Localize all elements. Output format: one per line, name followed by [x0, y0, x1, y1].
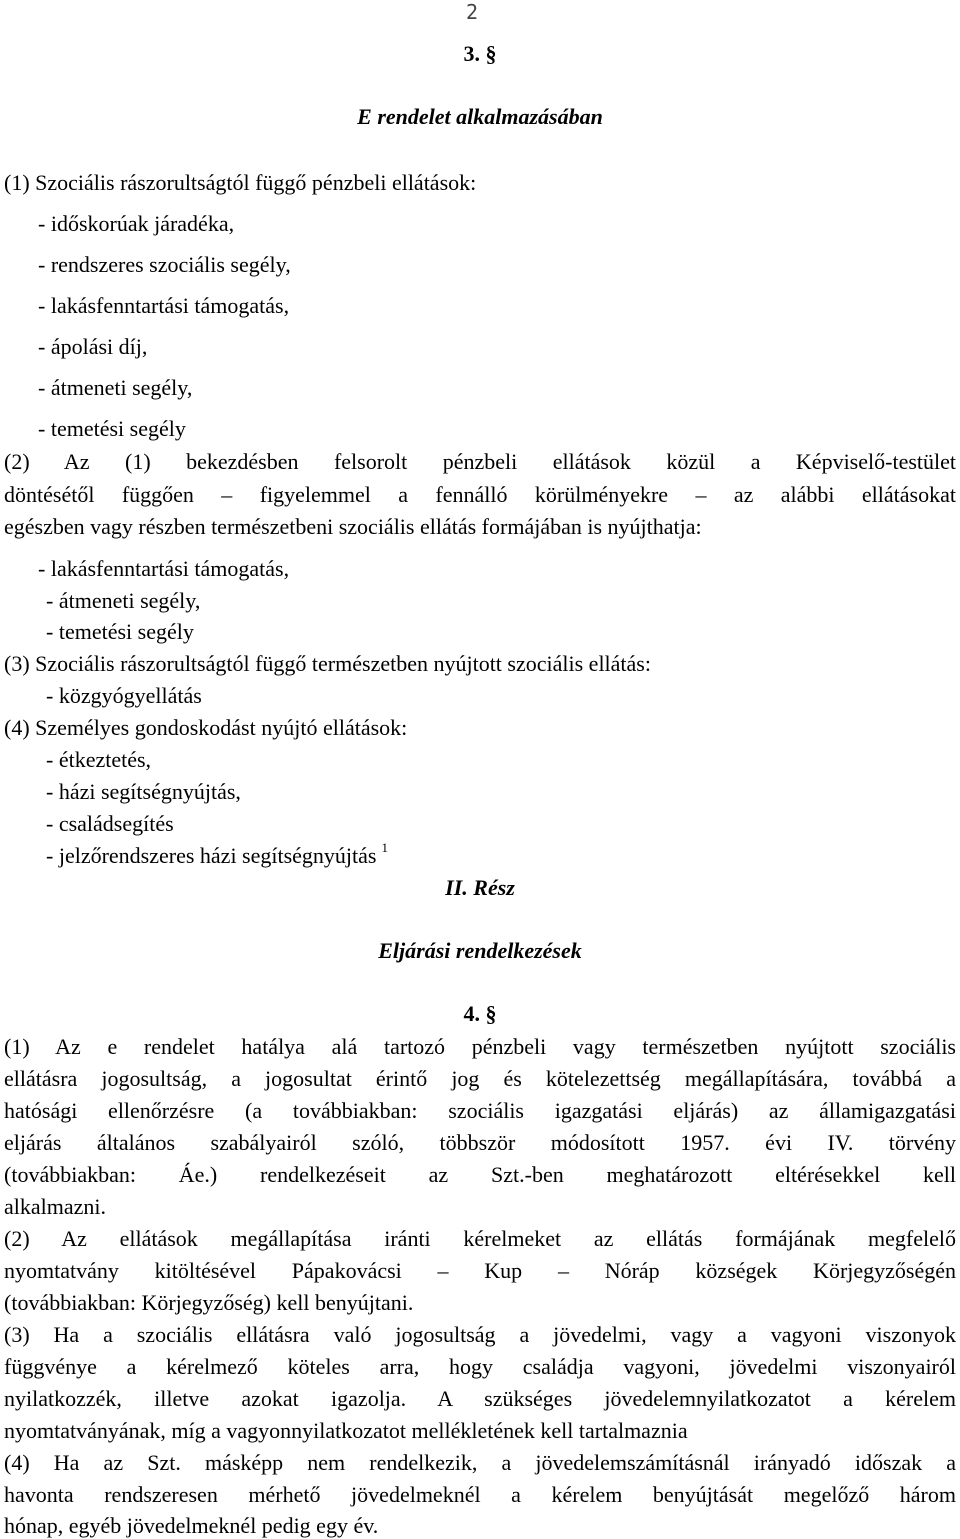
section-4-paragraph-3-line: nyilatkozzék, illetve azokat igazolja. A szükséges jövedelemnyilatkozatot a kérelem [4, 1386, 956, 1411]
section-4-paragraph-1-line: (továbbiakban: Áe.) rendelkezéseit az Szt.-ben meghatározott eltérésekkel kell [4, 1162, 956, 1187]
section-4-paragraph-4-line: havonta rendszeresen mérhető jövedelmeknél a kérelem benyújtását megelőző három [4, 1482, 956, 1507]
list-item: - közgyógyellátás [46, 683, 202, 708]
list-item: - rendszeres szociális segély, [38, 252, 291, 277]
section-3-paragraph-1: (1) Szociális rászorultságtól függő pénzbeli ellátások: [4, 170, 477, 195]
list-item: - átmeneti segély, [38, 375, 193, 400]
section-4-paragraph-2-line: (továbbiakban: Körjegyzőség) kell benyújtani. [4, 1290, 414, 1315]
list-item: - lakásfenntartási támogatás, [38, 293, 290, 318]
section-3-paragraph-3: (3) Szociális rászorultságtól függő természetben nyújtott szociális ellátás: [4, 651, 651, 676]
section-3-paragraph-2-line: (2) Az (1) bekezdésben felsorolt pénzbeli ellátások közül a Képviselő-testület [4, 449, 956, 474]
section-4-paragraph-1-line: alkalmazni. [4, 1194, 107, 1219]
section-3-paragraph-2-line: egészben vagy részben természetbeni szociális ellátás formájában is nyújthatja: [4, 514, 702, 539]
section-3-paragraph-4: (4) Személyes gondoskodást nyújtó ellátások: [4, 715, 408, 740]
section-4-paragraph-2-line: nyomtatvány kitöltésével Pápakovácsi – Kup – Nóráp községek Körjegyzőségén [4, 1258, 956, 1283]
list-item-text: - jelzőrendszeres házi segítségnyújtás [46, 843, 377, 868]
list-item: - átmeneti segély, [46, 588, 201, 613]
list-item: - családsegítés [46, 811, 174, 836]
list-item: - házi segítségnyújtás, [46, 779, 241, 804]
list-item [46, 840, 956, 872]
section-4-number: 4. § [463, 1001, 497, 1026]
section-4-paragraph-2-line: (2) Az ellátások megállapítása iránti kérelmeket az ellátás formájának megfelelő [4, 1226, 956, 1251]
list-item: - étkeztetés, [46, 747, 152, 772]
part-subtitle: Eljárási rendelkezések [378, 938, 582, 963]
list-item: - időskorúak járadéka, [38, 211, 235, 236]
list-item: - lakásfenntartási támogatás, [38, 556, 290, 581]
section-4-paragraph-1-line: (1) Az e rendelet hatálya alá tartozó pénzbeli vagy természetben nyújtott szociális [4, 1034, 956, 1059]
part-title: II. Rész [445, 875, 515, 900]
section-3-number: 3. § [463, 41, 497, 66]
list-item: - ápolási díj, [38, 334, 148, 359]
section-4-paragraph-4-line: (4) Ha az Szt. másképp nem rendelkezik, a jövedelemszámításnál irányadó időszak a [4, 1450, 956, 1475]
section-4-paragraph-3-line: (3) Ha a szociális ellátásra való jogosultság a jövedelmi, vagy a vagyoni viszonyok [4, 1322, 956, 1347]
section-4-paragraph-4-line: hónap, egyéb jövedelmeknél pedig egy év. [4, 1513, 379, 1538]
section-3-title: E rendelet alkalmazásában [357, 104, 603, 129]
section-4-paragraph-3-line: függvénye a kérelmező köteles arra, hogy családja vagyoni, jövedelmi viszonyairól [4, 1354, 956, 1379]
section-4-paragraph-3-line: nyomtatványának, míg a vagyonnyilatkozatot mellékletének kell tartalmaznia [4, 1418, 688, 1443]
footnote-marker: 1 [381, 840, 388, 855]
section-4-paragraph-1-line: ellátásra jogosultság, a jogosultat érintő jog és kötelezettség megállapítására, továbbá a [4, 1066, 956, 1091]
section-4-paragraph-1-line: eljárás általános szabályairól szóló, többször módosított 1957. évi IV. törvény [4, 1130, 956, 1155]
list-item: - temetési segély [46, 619, 194, 644]
page-number: 2 [466, 0, 479, 24]
section-4-paragraph-1-line: hatósági ellenőrzésre (a továbbiakban: szociális igazgatási eljárás) az államigazgatási [4, 1098, 956, 1123]
section-3-paragraph-2-line: döntésétől függően – figyelemmel a fennálló körülményekre – az alábbi ellátásokat [4, 482, 956, 507]
list-item: - temetési segély [38, 416, 186, 441]
